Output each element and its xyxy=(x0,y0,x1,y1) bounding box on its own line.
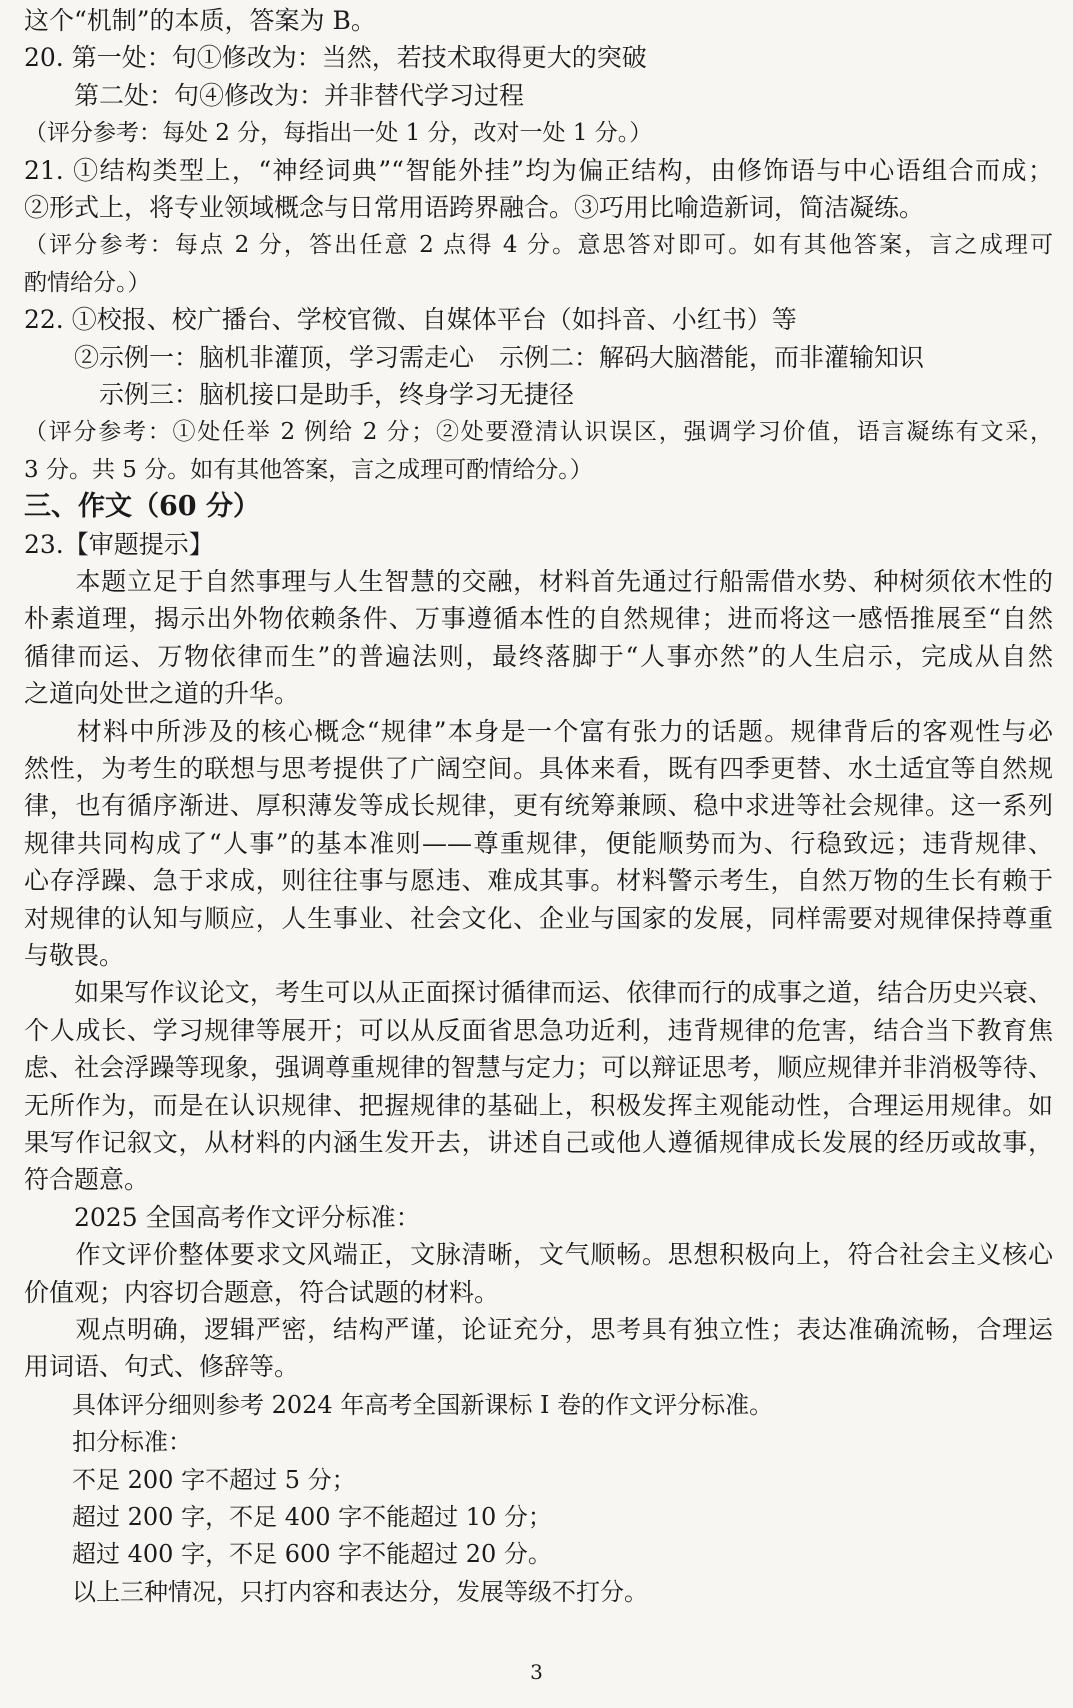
text-line: 超过 400 字，不足 600 字不能超过 20 分。 xyxy=(24,1540,552,1568)
text-line: 不足 200 字不超过 5 分； xyxy=(24,1466,356,1494)
section-heading: 三、作文（60 分） xyxy=(24,491,260,522)
text-line: 2025 全国高考作文评分标准： xyxy=(24,1203,421,1232)
text-line: 对规律的认知与顺应，人生事业、社会文化、企业与国家的发展，同样需要对规律保持尊重 xyxy=(24,904,1053,933)
text-line: 符合题意。 xyxy=(24,1165,150,1194)
text-line: 观点明确，逻辑严密，结构严谨，论证充分，思考具有独立性；表达准确流畅，合理运 xyxy=(24,1315,1053,1344)
text-line: 材料中所涉及的核心概念“规律”本身是一个富有张力的话题。规律背后的客观性与必 xyxy=(24,717,1053,746)
text-line: 第二处：句④修改为：并非替代学习过程 xyxy=(24,81,525,110)
text-line: 规律共同构成了“人事”的基本准则——尊重规律，便能顺势而为、行稳致远；违背规律、 xyxy=(24,829,1053,858)
text-line: 这个“机制”的本质，答案为 B。 xyxy=(24,6,376,35)
text-line: 20. 第一处：句①修改为：当然，若技术取得更大的突破 xyxy=(24,43,647,72)
text-line: 个人成长、学习规律等展开；可以从反面省思急功近利，违背规律的危害，结合当下教育焦 xyxy=(24,1016,1053,1045)
text-line: 然性，为考生的联想与思考提供了广阔空间。具体来看，既有四季更替、水土适宜等自然规 xyxy=(24,754,1053,783)
text-line: 之道向处世之道的升华。 xyxy=(24,679,300,708)
text-line: 律，也有循序渐进、厚积薄发等成长规律，更有统筹兼顾、稳中求进等社会规律。这一系列 xyxy=(24,791,1053,820)
text-line: 虑、社会浮躁等现象，强调尊重规律的智慧与定力；可以辩证思考，顺应规律并非消极等待、 xyxy=(24,1053,1053,1082)
text-line: 无所作为，而是在认识规律、把握规律的基础上，积极发挥主观能动性，合理运用规律。如 xyxy=(24,1091,1053,1120)
text-line: 酌情给分。） xyxy=(24,270,151,296)
text-line: 心存浮躁、急于求成，则往往事与愿违、难成其事。材料警示考生，自然万物的生长有赖于 xyxy=(24,866,1053,895)
text-line: 23.【审题提示】 xyxy=(24,530,214,559)
text-line: 21. ①结构类型上，“神经词典”“智能外挂”均为偏正结构，由修饰语与中心语组合而成； xyxy=(24,156,1053,185)
text-line: 具体评分细则参考 2024 年高考全国新课标 Ⅰ 卷的作文评分标准。 xyxy=(24,1391,774,1419)
text-line: 作文评价整体要求文风端正，文脉清晰，文气顺畅。思想积极向上，符合社会主义核心 xyxy=(24,1240,1053,1269)
text-line: 本题立足于自然事理与人生智慧的交融，材料首先通过行船需借水势、种树须依木性的 xyxy=(24,567,1053,596)
text-line: 朴素道理，揭示出外物依赖条件、万事遵循本性的自然规律；进而将这一感悟推展至“自然 xyxy=(24,604,1053,633)
text-line: 以上三种情况，只打内容和表达分，发展等级不打分。 xyxy=(24,1578,648,1606)
text-line: 扣分标准： xyxy=(24,1428,192,1456)
text-line: 3 分。共 5 分。如有其他答案，言之成理可酌情给分。） xyxy=(24,457,593,483)
text-line: 价值观；内容切合题意，符合试题的材料。 xyxy=(24,1278,500,1307)
text-line: 22. ①校报、校广播台、学校官微、自媒体平台（如抖音、小红书）等 xyxy=(24,305,797,334)
text-line: ②示例一：脑机非灌顶，学习需走心 示例二：解码大脑潜能，而非灌输知识 xyxy=(24,343,925,372)
text-line: 循律而运、万物依律而生”的普遍法则，最终落脚于“人事亦然”的人生启示，完成从自然 xyxy=(24,642,1053,671)
text-line: （评分参考：①处任举 2 例给 2 分；②处要澄清认识误区，强调学习价值，语言凝练有文采， xyxy=(24,419,1053,445)
text-line: （评分参考：每点 2 分，答出任意 2 点得 4 分。意思答对即可。如有其他答案，言之成理可 xyxy=(24,232,1053,258)
text-line: 与敬畏。 xyxy=(24,941,125,970)
text-line: 用词语、句式、修辞等。 xyxy=(24,1352,300,1381)
text-line: 果写作记叙文，从材料的内涵生发开去，讲述自己或他人遵循规律成长发展的经历或故事， xyxy=(24,1128,1053,1157)
text-line: 超过 200 字，不足 400 字不能超过 10 分； xyxy=(24,1503,552,1531)
text-line: 示例三：脑机接口是助手，终身学习无捷径 xyxy=(24,380,575,409)
text-line: 如果写作议论文，考生可以从正面探讨循律而运、依律而行的成事之道，结合历史兴衰、 xyxy=(24,978,1053,1007)
text-line: （评分参考：每处 2 分，每指出一处 1 分，改对一处 1 分。） xyxy=(24,120,653,146)
page-number: 3 xyxy=(530,1660,543,1684)
text-line: ②形式上，将专业领域概念与日常用语跨界融合。③巧用比喻造新词，简洁凝练。 xyxy=(24,193,925,222)
